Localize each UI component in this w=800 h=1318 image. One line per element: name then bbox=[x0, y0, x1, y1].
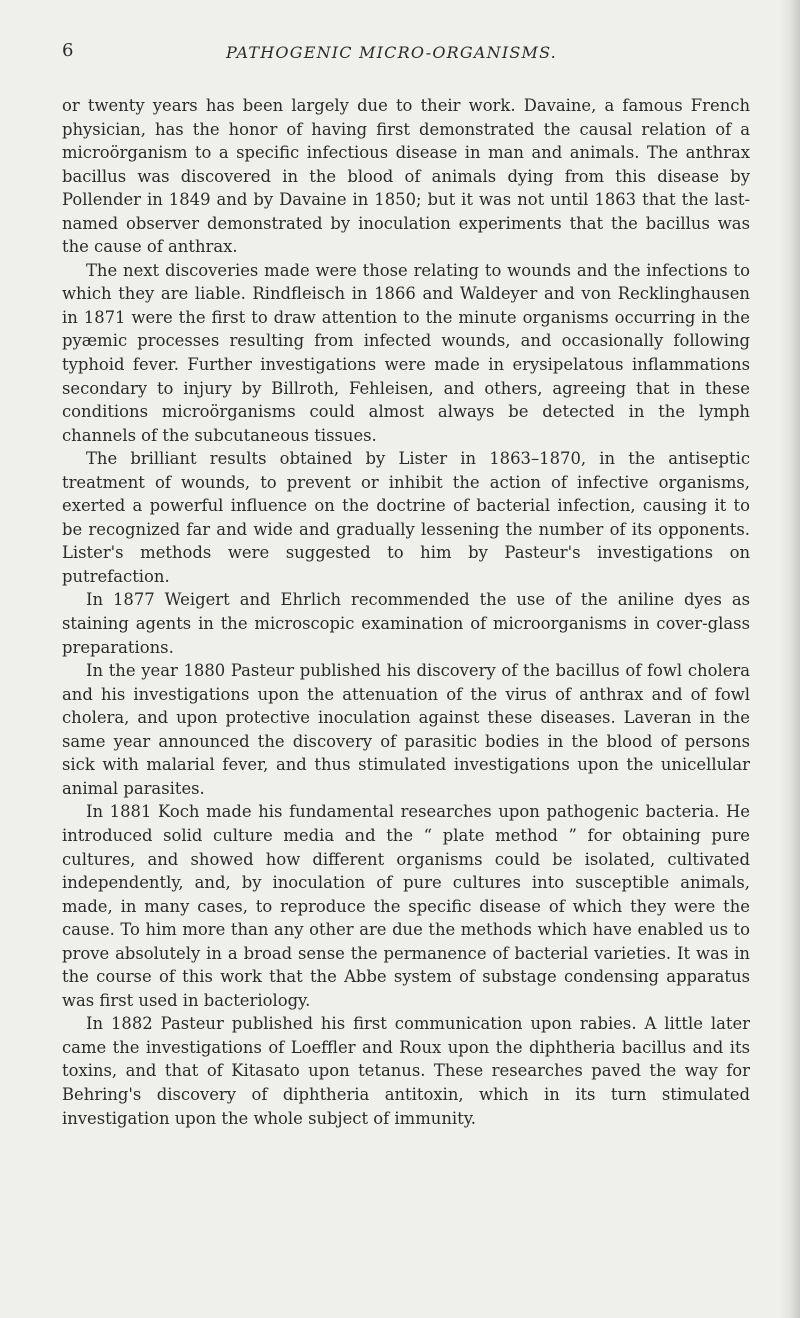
paragraph-aniline-dyes: In 1877 Weigert and Ehrlich recommended the use of the aniline dyes as staining agents in the microscopic examination of microorganisms in cover-glass preparations. bbox=[62, 590, 750, 657]
paragraph-davaine: or twenty years has been largely due to their work. Davaine, a famous French physician, has the honor of having first demonstrated the causal relation of a microörganism to a specific infectious disease in man and animals. The anthrax bacillus was discovered in the blood of animals dying from this disease by Pollender in 1849 and by Davaine in 1850; but it was not until 1863 that the last-named observer demonstrated by inoculation experiments that the bacillus was the cause of anthrax. bbox=[62, 96, 750, 257]
paragraph-lister: The brilliant results obtained by Lister in 1863–1870, in the antiseptic treatment of wounds, to prevent or inhibit the action of infective organisms, exerted a powerful influence on the doctrine of bacterial infection, causing it to be recognized far and wide and gradually lessening the number of its opponents. Lister's methods were suggested to him by Pasteur's investigations on putrefaction. bbox=[62, 449, 750, 586]
paragraph-pasteur-1880: In the year 1880 Pasteur published his discovery of the bacillus of fowl cholera and his investigations upon the attenuation of the virus of anthrax and of fowl cholera, and upon protective inoculation against these diseases. Laveran in the same year announced the discovery of parasitic bodies in the blood of persons sick with malarial fever, and thus stimulated investigations upon the unicellular animal parasites. bbox=[62, 661, 750, 798]
paragraph-koch-1881: In 1881 Koch made his fundamental researches upon pathogenic bacteria. He introduced solid culture media and the “ plate method ” for obtaining pure cultures, and showed how different organisms could be isolated, cultivated independently, and, by inoculation of pure cultures into susceptible animals, made, in many cases, to reproduce the specific disease of which they were the cause. To him more than any other are due the methods which have enabled us to prove absolutely in a broad sense the permanence of bacterial varieties. It was in the course of this work that the Abbe system of substage condensing apparatus was first used in bacteriology. bbox=[62, 802, 750, 1010]
paragraph-pasteur-1882: In 1882 Pasteur published his first communication upon rabies. A little later came the investigations of Loeffler and Roux upon the diphtheria bacillus and its toxins, and that of Kitasato upon tetanus. These researches paved the way for Behring's discovery of diphtheria antitoxin, which in its turn stimulated investigation upon the whole subject of immunity. bbox=[62, 1014, 750, 1128]
running-title: PATHOGENIC MICRO-ORGANISMS. bbox=[226, 43, 557, 62]
page-number: 6 bbox=[62, 40, 74, 61]
paragraph-wound-infections: The next discoveries made were those relating to wounds and the infections to which they are liable. Rindfleisch in 1866 and Waldeyer and von Recklinghausen in 1871 were the first to draw attention to the minute organisms occurring in the pyæmic processes resulting from infected wounds, and occasionally following typhoid fever. Further investigations were made in erysipelatous inflammations secondary to injury by Billroth, Fehleisen, and others, agreeing that in these conditions microörganisms could almost always be detected in the lymph channels of the subcutaneous tissues. bbox=[62, 260, 750, 445]
page-edge-shadow bbox=[778, 0, 800, 1318]
body-text bbox=[62, 94, 750, 1130]
page-header bbox=[62, 40, 742, 74]
